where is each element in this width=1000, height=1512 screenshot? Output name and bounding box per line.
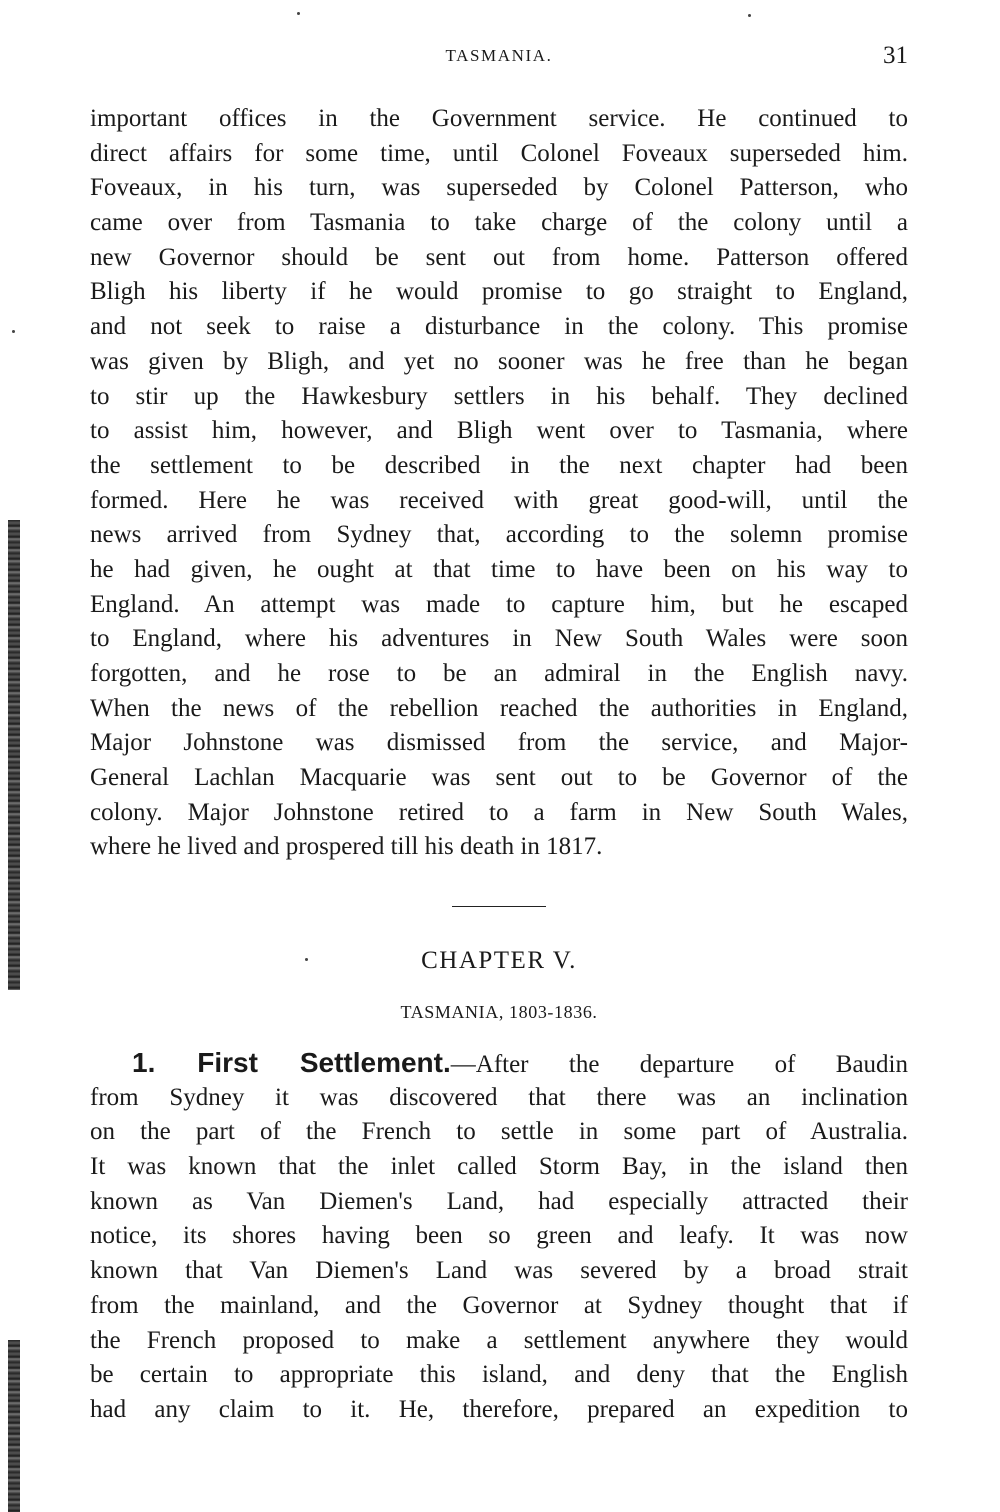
text-line: known that Van Diemen's Land was severed by a broad strait (90, 1257, 908, 1285)
section-first-line-text: —After the departure of Baudin (450, 1051, 908, 1078)
text-line: was given by Bligh, and yet no sooner was he free than he began (90, 347, 908, 375)
scan-speck (305, 958, 308, 961)
scan-binding-shadow (8, 520, 20, 990)
section-divider (452, 906, 546, 907)
text-line: on the part of the French to settle in some part of Australia. (90, 1118, 908, 1146)
text-line: to England, where his adventures in New South Wales were soon (90, 625, 908, 653)
text-line: from the mainland, and the Governor at Sydney thought that if (90, 1291, 908, 1319)
scan-speck (12, 330, 15, 333)
text-line: When the news of the rebellion reached the authorities in England, (90, 694, 908, 722)
text-line: Bligh his liberty if he would promise to go straight to England, (90, 278, 908, 306)
text-line: colony. Major Johnstone retired to a farm in New South Wales, (90, 798, 908, 826)
scan-speck (297, 12, 300, 15)
text-line: new Governor should be sent out from home. Patterson offered (90, 243, 908, 271)
text-line: known as Van Diemen's Land, had especially attracted their (90, 1187, 908, 1215)
text-line: and not seek to raise a disturbance in the colony. This promise (90, 313, 908, 341)
text-line: direct affairs for some time, until Colonel Foveaux superseded him. (90, 139, 908, 167)
page-number: 31 (883, 42, 908, 69)
text-line: notice, its shores having been so green and leafy. It was now (90, 1222, 908, 1250)
chapter-subtitle: TASMANIA, 1803-1836. (400, 1002, 598, 1022)
text-line: forgotten, and he rose to be an admiral in the English navy. (90, 660, 908, 687)
text-line: had any claim to it. He, therefore, prepared an expedition to (90, 1395, 908, 1423)
scan-binding-shadow (8, 1340, 20, 1512)
text-line: formed. Here he was received with great good-will, until the (90, 486, 908, 514)
text-line: Foveaux, in his turn, was superseded by Colonel Patterson, who (90, 174, 908, 202)
text-line: be certain to appropriate this island, and deny that the English (90, 1361, 908, 1389)
text-line: England. An attempt was made to capture him, but he escaped (90, 590, 908, 618)
running-head: TASMANIA. (445, 46, 553, 65)
text-line: General Lachlan Macquarie was sent out to be Governor of the (90, 764, 908, 792)
text-line: from Sydney it was discovered that there was an inclination (90, 1083, 908, 1111)
text-line: to assist him, however, and Bligh went over to Tasmania, where (90, 417, 908, 445)
text-line: important offices in the Government service. He continued to (90, 105, 908, 132)
scan-speck (748, 14, 751, 17)
text-line: Major Johnstone was dismissed from the service, and Major- (90, 729, 908, 757)
text-line: It was known that the inlet called Storm Bay, in the island then (90, 1153, 908, 1181)
text-line-first (90, 1046, 908, 1081)
text-line: the French proposed to make a settlement anywhere they would (90, 1326, 908, 1354)
chapter-heading: CHAPTER V. (421, 947, 577, 974)
text-line: came over from Tasmania to take charge of the colony until a (90, 209, 908, 237)
page-header (90, 42, 908, 76)
text-line: to stir up the Hawkesbury settlers in his behalf. They declined (90, 382, 908, 410)
paragraph-continued (90, 102, 908, 865)
text-line: where he lived and prospered till his death in 1817. (90, 833, 603, 861)
text-line: news arrived from Sydney that, according to the solemn promise (90, 521, 908, 549)
text-line: he had given, he ought at that time to have been on his way to (90, 555, 908, 583)
text-line: the settlement to be described in the next chapter had been (90, 451, 908, 479)
section-heading: 1. First Settlement. (132, 1047, 451, 1078)
section-first-settlement (90, 1046, 908, 1428)
